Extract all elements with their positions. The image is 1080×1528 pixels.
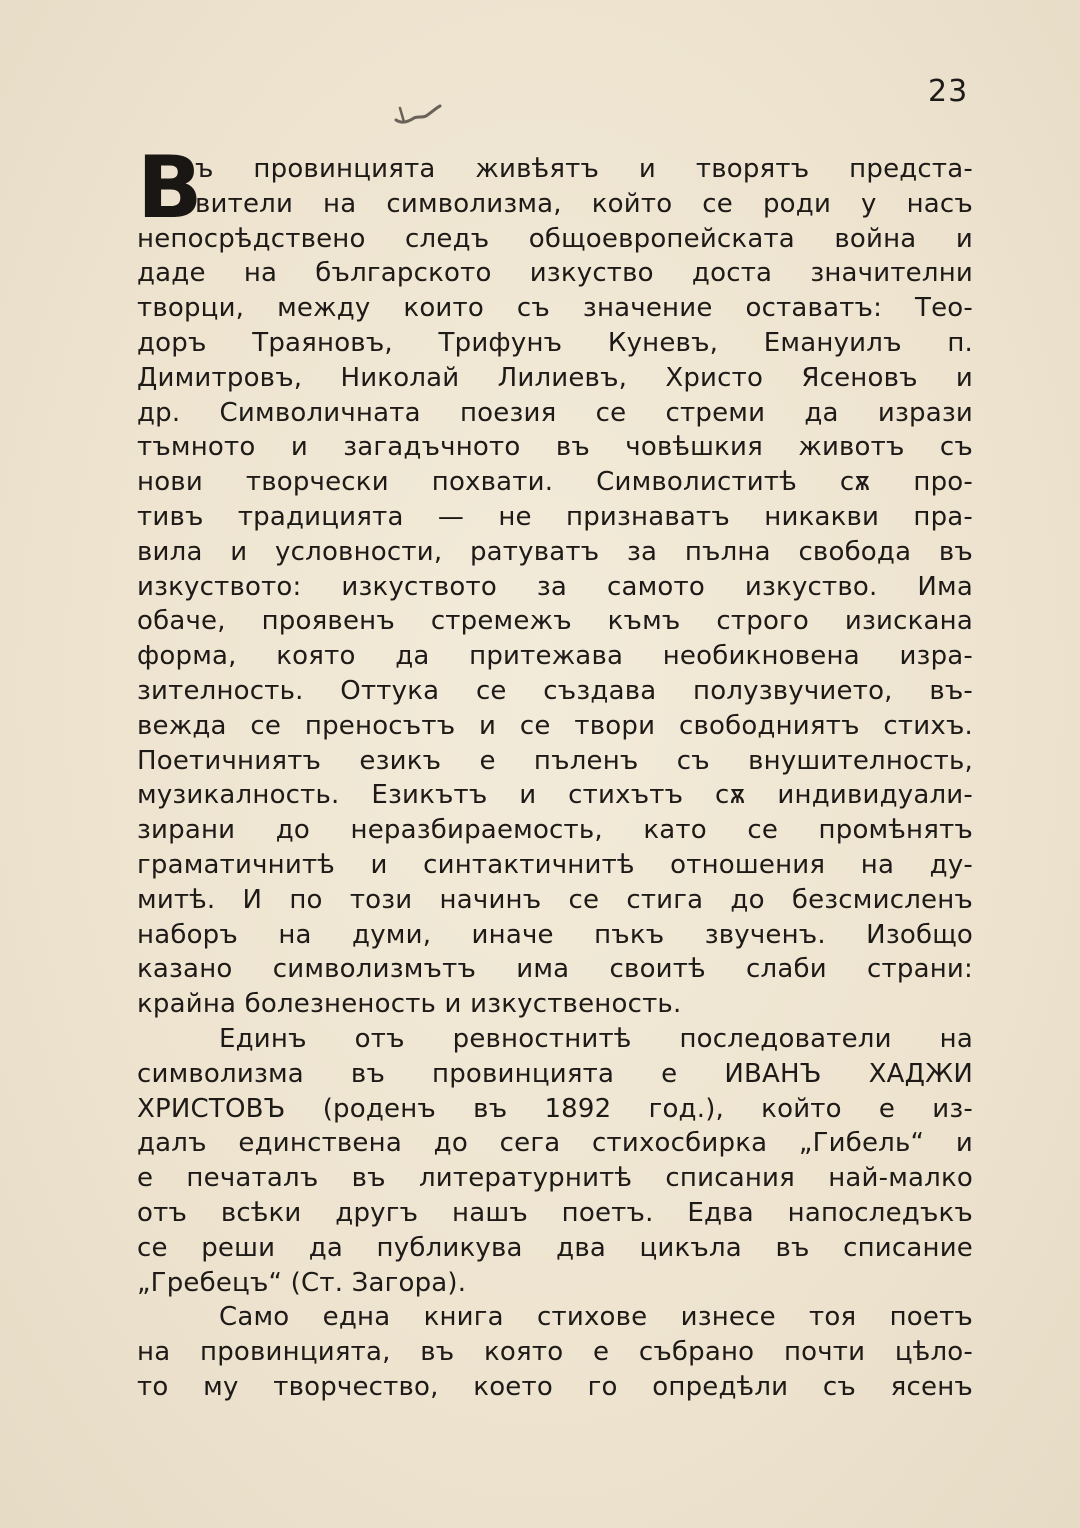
text-line: форма, която да притежава необикновена изра-	[137, 641, 973, 672]
text-line: Единъ отъ ревностнитѣ последователи на	[219, 1023, 973, 1054]
text-line: нови творчески похвати. Символиститѣ сѫ про-	[137, 467, 973, 498]
page-number: 23	[928, 74, 969, 109]
drop-cap: В	[137, 138, 203, 238]
text-line: др. Символичната поезия се стреми да изрази	[137, 397, 973, 428]
text-line: обаче, проявенъ стремежъ къмъ строго изискана	[137, 606, 973, 637]
text-line: вила и условности, ратуватъ за пълна свобода въ	[137, 536, 973, 567]
text-line: тъмното и загадъчното въ човѣшкия животъ съ	[137, 432, 973, 463]
text-line: зирани до неразбираемость, като се промѣнятъ	[137, 815, 973, 846]
text-line: на провинцията, въ която е събрано почти цѣло-	[137, 1337, 973, 1368]
text-line: непосрѣдствено следъ общоевропейската война и	[137, 223, 973, 254]
text-line: музикалность. Езикътъ и стихътъ сѫ индивидуали-	[137, 780, 973, 811]
text-line: Димитровъ, Николай Лилиевъ, Христо Ясеновъ и	[137, 362, 973, 393]
text-line: ХРИСТОВЪ (роденъ въ 1892 год.), който е из-	[137, 1093, 973, 1124]
text-line: творци, между които съ значение оставатъ: Тео-	[137, 293, 973, 324]
text-line: ъ провинцията живѣятъ и творятъ предста-	[195, 154, 973, 184]
body-text	[137, 152, 973, 1405]
text-line: крайна болезненость и изкуственость.	[137, 989, 682, 1020]
text-line: е печаталъ въ литературнитѣ списания най-малко	[137, 1163, 973, 1194]
text-line: Само една книга стихове изнесе тоя поетъ	[219, 1302, 973, 1333]
text-line: то му творчество, което го опредѣли съ ясенъ	[137, 1371, 973, 1402]
text-line: символизма въ провинцията е ИВАНЪ ХАДЖИ	[137, 1058, 973, 1089]
pencil-mark-icon	[392, 98, 444, 128]
text-line: далъ единствена до сега стихосбирка „Гибель“ и	[137, 1128, 973, 1159]
text-line: казано символизмътъ има своитѣ слаби страни:	[137, 954, 973, 985]
text-line: вежда се преносътъ и се твори свободниятъ стихъ.	[137, 710, 973, 741]
text-line: митѣ. И по този начинъ се стига до безсмисленъ	[137, 884, 973, 915]
text-line: зителность. Оттука се създава полузвучието, въ-	[137, 675, 973, 706]
text-line: наборъ на думи, иначе пъкъ звученъ. Изобщо	[137, 919, 973, 950]
text-line: тивъ традицията — не признаватъ никакви пра-	[137, 501, 973, 532]
text-line: доръ Траяновъ, Трифунъ Куневъ, Емануилъ п.	[137, 327, 973, 358]
text-line: граматичнитѣ и синтактичнитѣ отношения на ду-	[137, 849, 973, 880]
text-line: „Гребецъ“ (Ст. Загора).	[137, 1267, 467, 1298]
text-line: изкуството: изкуството за самото изкуство. Има	[137, 571, 973, 602]
text-line: даде на българското изкуство доста значителни	[137, 258, 973, 289]
text-line: отъ всѣки другъ нашъ поетъ. Едва напоследъкъ	[137, 1197, 973, 1228]
text-line: вители на символизма, който се роди у насъ	[195, 188, 973, 219]
text-line: Поетичниятъ езикъ е пъленъ съ внушителность,	[137, 745, 973, 776]
text-line: се реши да публикува два цикъла въ списание	[137, 1232, 973, 1263]
